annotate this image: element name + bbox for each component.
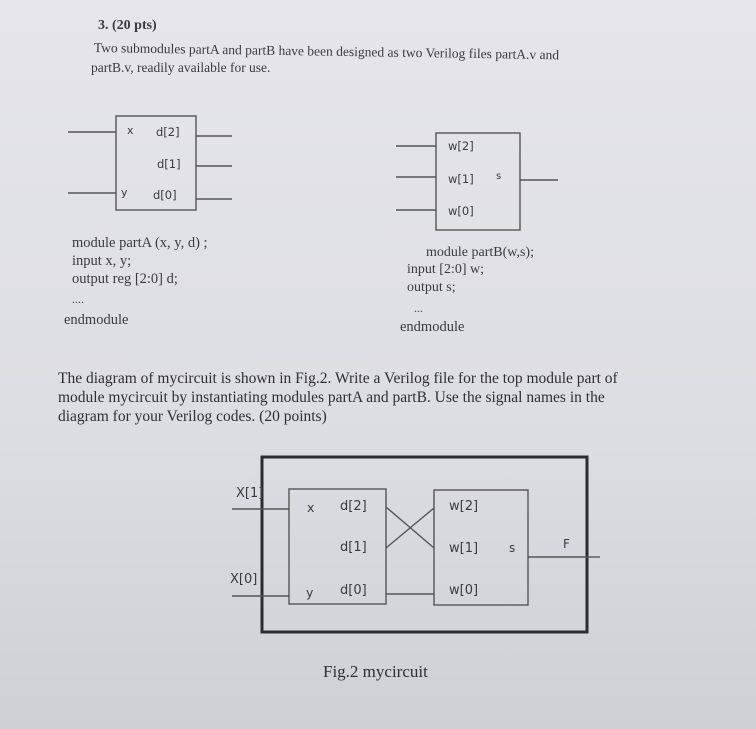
partA-code-line-3: output reg [2:0] d;	[72, 271, 178, 287]
task-line-3: diagram for your Verilog codes. (20 points)	[58, 408, 327, 425]
partB-in-w2: w[2]	[448, 139, 474, 153]
fig2-input-x1: X[1]	[236, 486, 264, 501]
partA-code-ellipsis: ....	[72, 292, 84, 306]
fig2-a-d1: d[1]	[340, 540, 367, 555]
partA-code-line-2: input x, y;	[72, 253, 132, 269]
fig2-a-x: x	[307, 500, 315, 515]
question-points: (20 pts)	[112, 18, 157, 33]
partB-code	[426, 244, 534, 261]
partA-pin-y: y	[121, 186, 128, 199]
partB-in-w1: w[1]	[448, 172, 474, 186]
fig2-a-d2: d[2]	[340, 499, 367, 514]
partA-code-line-1: module partA (x, y, d) ;	[72, 235, 208, 251]
intro-line-2: partB.v, readily available for use.	[91, 60, 271, 75]
partB-code-line-2: input [2:0] w;	[407, 262, 484, 277]
partB-code-line-1: module partB(w,s);	[426, 245, 534, 260]
mycircuit-frame	[262, 457, 587, 632]
partA-out-d1: d[1]	[157, 157, 181, 171]
fig2-partA-block	[289, 489, 386, 604]
fig2-a-y: y	[306, 585, 314, 600]
fig2-output-f: F	[563, 537, 570, 551]
partB-code-end: endmodule	[400, 319, 465, 335]
fig2-b-s: s	[509, 541, 516, 555]
fig2-input-x0: X[0]	[230, 572, 258, 587]
partA-code	[72, 234, 208, 288]
partB-out-s: s	[496, 171, 502, 182]
partA-out-d2: d[2]	[156, 125, 180, 139]
partA-code-end: endmodule	[64, 312, 129, 328]
partA-pin-x: x	[127, 124, 134, 137]
fig2-a-d0: d[0]	[340, 583, 367, 598]
intro-line-1: Two submodules partA and partB have been designed as two Verilog files partA.v and	[93, 40, 560, 63]
partB-in-w0: w[0]	[448, 204, 474, 218]
fig2-b-w1: w[1]	[449, 541, 479, 556]
fig2-caption: Fig.2 mycircuit	[323, 662, 428, 681]
task-line-1: The diagram of mycircuit is shown in Fig.2. Write a Verilog file for the top module part of	[58, 370, 618, 387]
partB-code-line-3: output s;	[407, 280, 456, 295]
partA-out-d0: d[0]	[153, 188, 177, 202]
fig2-b-w2: w[2]	[449, 499, 479, 514]
partB-code-ellipsis: ...	[414, 301, 423, 315]
task-paragraph	[58, 369, 618, 426]
question-number: 3.	[98, 18, 109, 33]
fig2-b-w0: w[0]	[449, 583, 479, 598]
task-line-2: module mycircuit by instantiating modules partA and partB. Use the signal names in the	[58, 389, 605, 406]
